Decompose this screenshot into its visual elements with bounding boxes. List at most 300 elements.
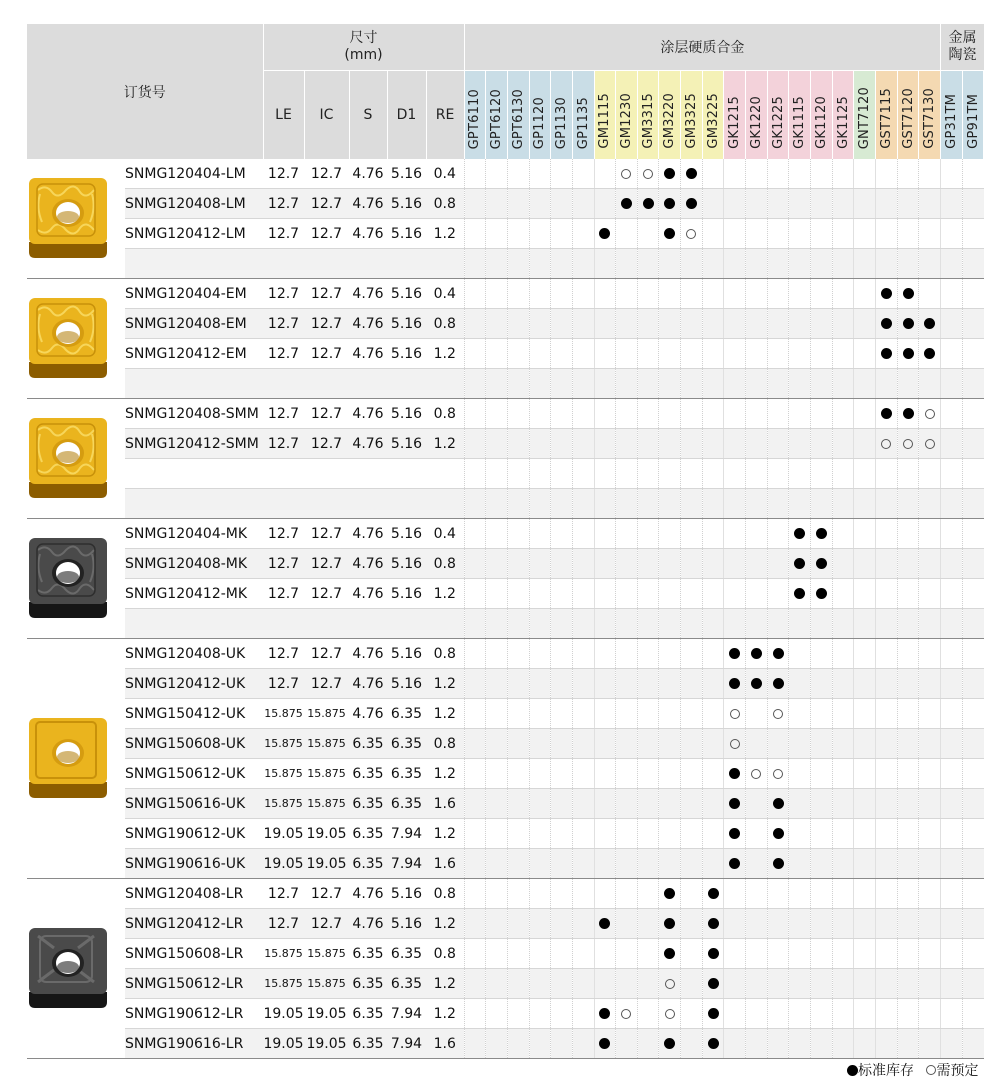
grade-cell-gp91tm — [962, 549, 984, 579]
grade-cell-gst7120 — [897, 369, 919, 399]
grade-cell-gst7130 — [919, 729, 941, 759]
grade-cell-gm1230 — [616, 549, 638, 579]
grade-cell-gst7130 — [919, 189, 941, 219]
grade-cell-gk1220 — [746, 249, 768, 279]
grade-cell-gm3225 — [702, 969, 724, 999]
dim-ic: 15.875 — [304, 759, 349, 789]
dim-s — [349, 249, 387, 279]
grade-cell-gp1135 — [572, 309, 594, 339]
grade-cell-gp1120 — [529, 609, 551, 639]
grade-cell-gm3315 — [637, 189, 659, 219]
grade-cell-gm1115 — [594, 1029, 616, 1059]
grade-cell-gk1225 — [767, 849, 789, 879]
grade-cell-gk1125 — [832, 639, 854, 669]
grade-cell-gp1135 — [572, 579, 594, 609]
dim-s: 4.76 — [349, 219, 387, 249]
grade-cell-gk1125 — [832, 519, 854, 549]
grade-cell-gp1135 — [572, 669, 594, 699]
grade-cell-gm3325 — [681, 729, 703, 759]
grade-cell-gk1115 — [789, 669, 811, 699]
dim-ic — [304, 249, 349, 279]
grade-cell-gm3325 — [681, 909, 703, 939]
grade-cell-gk1215 — [724, 849, 746, 879]
grade-cell-gp91tm — [962, 699, 984, 729]
dim-ic: 12.7 — [304, 549, 349, 579]
grade-cell-gm3325 — [681, 999, 703, 1029]
grade-cell-gk1125 — [832, 369, 854, 399]
grade-cell-gm3315 — [637, 819, 659, 849]
grade-cell-gst7120 — [897, 699, 919, 729]
grade-cell-gm3220 — [659, 879, 681, 909]
grade-cell-gpt6110 — [464, 939, 486, 969]
insert-black-mk-icon — [28, 536, 108, 622]
grade-cell-gp1130 — [551, 729, 573, 759]
table-row — [27, 879, 984, 909]
grade-cell-gp1120 — [529, 639, 551, 669]
dimensions-header: 尺寸 (mm) — [263, 24, 464, 71]
grade-cell-gp1130 — [551, 879, 573, 909]
grade-cell-gm1230 — [616, 909, 638, 939]
grade-cell-gp1135 — [572, 969, 594, 999]
grade-cell-gm3220 — [659, 219, 681, 249]
dim-le: 12.7 — [263, 579, 304, 609]
grade-cell-gpt6130 — [507, 939, 529, 969]
grade-cell-gm3315 — [637, 429, 659, 459]
grade-header-gk1220: GK1220 — [746, 71, 768, 160]
dim-re: 1.6 — [426, 1029, 464, 1059]
grade-cell-gm3220 — [659, 279, 681, 309]
grade-cell-gp31tm — [941, 279, 963, 309]
grade-cell-gst7120 — [897, 549, 919, 579]
grade-cell-gp1130 — [551, 219, 573, 249]
grade-cell-gk1120 — [811, 279, 833, 309]
grade-cell-gpt6120 — [486, 669, 508, 699]
grade-cell-gst7120 — [897, 429, 919, 459]
grade-cell-gm3325 — [681, 579, 703, 609]
grade-cell-gm3325 — [681, 549, 703, 579]
standard-stock-icon — [729, 678, 740, 689]
dim-header-s: S — [349, 71, 387, 160]
grade-cell-gpt6130 — [507, 579, 529, 609]
grade-cell-gp1130 — [551, 279, 573, 309]
grade-cell-gst7115 — [876, 1029, 898, 1059]
standard-stock-icon — [599, 1038, 610, 1049]
grade-cell-gpt6120 — [486, 579, 508, 609]
grade-cell-gp1130 — [551, 459, 573, 489]
grade-cell-gp1120 — [529, 429, 551, 459]
legend-standard: 标准库存 — [858, 1063, 914, 1079]
grade-cell-gp1135 — [572, 699, 594, 729]
grade-cell-gp1135 — [572, 819, 594, 849]
dim-le: 15.875 — [263, 789, 304, 819]
standard-stock-icon — [708, 888, 719, 899]
grade-cell-gm3220 — [659, 969, 681, 999]
grade-cell-gm3225 — [702, 279, 724, 309]
grade-cell-gm3315 — [637, 909, 659, 939]
dim-ic: 12.7 — [304, 159, 349, 189]
grade-cell-gnt7120 — [854, 819, 876, 849]
grade-cell-gm3325 — [681, 609, 703, 639]
grade-cell-gk1115 — [789, 909, 811, 939]
grade-cell-gk1225 — [767, 489, 789, 519]
grade-cell-gk1115 — [789, 819, 811, 849]
table-row — [27, 639, 984, 669]
grade-cell-gp1135 — [572, 849, 594, 879]
grade-cell-gpt6130 — [507, 669, 529, 699]
grade-cell-gm3325 — [681, 879, 703, 909]
grade-cell-gp31tm — [941, 159, 963, 189]
dim-s: 6.35 — [349, 939, 387, 969]
grade-cell-gst7115 — [876, 969, 898, 999]
grade-cell-gp1120 — [529, 849, 551, 879]
grade-cell-gpt6130 — [507, 819, 529, 849]
grade-cell-gp1130 — [551, 159, 573, 189]
grade-cell-gp1120 — [529, 519, 551, 549]
insert-gold-lm-icon — [28, 176, 108, 262]
dim-s: 4.76 — [349, 159, 387, 189]
order-code: SNMG120408-EM — [125, 309, 263, 339]
grade-cell-gk1120 — [811, 1029, 833, 1059]
grade-cell-gst7120 — [897, 579, 919, 609]
dim-s: 6.35 — [349, 1029, 387, 1059]
order-code: SNMG120404-MK — [125, 519, 263, 549]
standard-stock-icon — [729, 858, 740, 869]
grade-cell-gm1230 — [616, 579, 638, 609]
grade-cell-gst7120 — [897, 399, 919, 429]
order-number-header: 订货号 — [27, 24, 263, 159]
dim-s: 4.76 — [349, 189, 387, 219]
grade-cell-gp31tm — [941, 219, 963, 249]
grade-cell-gst7130 — [919, 339, 941, 369]
grade-cell-gk1225 — [767, 639, 789, 669]
grade-cell-gst7130 — [919, 219, 941, 249]
dim-s: 4.76 — [349, 879, 387, 909]
standard-stock-icon — [664, 228, 675, 239]
standard-stock-icon — [664, 888, 675, 899]
grade-cell-gp1120 — [529, 159, 551, 189]
dim-s: 6.35 — [349, 849, 387, 879]
grade-cell-gm3315 — [637, 609, 659, 639]
standard-stock-icon — [751, 648, 762, 659]
dim-s: 6.35 — [349, 729, 387, 759]
grade-cell-gp1120 — [529, 699, 551, 729]
grade-header-gp91tm: GP91TM — [962, 71, 984, 160]
grade-cell-gk1125 — [832, 279, 854, 309]
grade-cell-gk1220 — [746, 879, 768, 909]
grade-cell-gst7115 — [876, 279, 898, 309]
grade-cell-gk1215 — [724, 429, 746, 459]
grade-cell-gpt6130 — [507, 309, 529, 339]
dim-re: 1.6 — [426, 849, 464, 879]
grade-cell-gnt7120 — [854, 609, 876, 639]
grade-cell-gk1115 — [789, 189, 811, 219]
dim-re — [426, 489, 464, 519]
grade-cell-gm3315 — [637, 639, 659, 669]
order-code: SNMG190612-LR — [125, 999, 263, 1029]
grade-cell-gpt6130 — [507, 909, 529, 939]
order-code: SNMG120412-SMM — [125, 429, 263, 459]
dim-ic: 12.7 — [304, 339, 349, 369]
grade-cell-gk1120 — [811, 849, 833, 879]
grade-cell-gpt6130 — [507, 849, 529, 879]
standard-stock-icon — [729, 768, 740, 779]
grade-cell-gm3220 — [659, 909, 681, 939]
dim-ic: 19.05 — [304, 999, 349, 1029]
grade-cell-gpt6120 — [486, 729, 508, 759]
grade-cell-gnt7120 — [854, 429, 876, 459]
grade-header-gpt6130: GPT6130 — [507, 71, 529, 160]
dim-s: 6.35 — [349, 999, 387, 1029]
grade-cell-gk1125 — [832, 429, 854, 459]
grade-cell-gm1115 — [594, 999, 616, 1029]
order-code: SNMG150412-UK — [125, 699, 263, 729]
grade-cell-gm3225 — [702, 879, 724, 909]
dim-le: 12.7 — [263, 399, 304, 429]
standard-stock-icon — [664, 1038, 675, 1049]
grade-cell-gp91tm — [962, 579, 984, 609]
grade-cell-gst7130 — [919, 909, 941, 939]
grade-cell-gm3225 — [702, 609, 724, 639]
grade-cell-gm3220 — [659, 489, 681, 519]
dim-s: 4.76 — [349, 579, 387, 609]
grade-cell-gk1120 — [811, 909, 833, 939]
dim-re: 1.2 — [426, 579, 464, 609]
grade-cell-gnt7120 — [854, 399, 876, 429]
grade-cell-gm3225 — [702, 159, 724, 189]
grade-cell-gp1135 — [572, 729, 594, 759]
standard-stock-icon — [599, 918, 610, 929]
grade-cell-gm1230 — [616, 849, 638, 879]
grade-cell-gst7120 — [897, 339, 919, 369]
grade-cell-gm3315 — [637, 579, 659, 609]
grade-cell-gp31tm — [941, 879, 963, 909]
table-row — [27, 219, 984, 249]
grade-cell-gm3225 — [702, 489, 724, 519]
grade-cell-gpt6130 — [507, 999, 529, 1029]
dim-le: 15.875 — [263, 729, 304, 759]
grade-cell-gpt6110 — [464, 909, 486, 939]
dim-re: 0.8 — [426, 399, 464, 429]
grade-cell-gst7130 — [919, 159, 941, 189]
order-required-icon — [621, 169, 631, 179]
grade-cell-gp31tm — [941, 999, 963, 1029]
grade-cell-gm3325 — [681, 789, 703, 819]
grade-cell-gst7130 — [919, 699, 941, 729]
grade-cell-gm3220 — [659, 939, 681, 969]
dim-s: 4.76 — [349, 399, 387, 429]
dim-ic — [304, 369, 349, 399]
standard-stock-icon — [729, 798, 740, 809]
grade-header-gpt6110: GPT6110 — [464, 71, 486, 160]
grade-cell-gm1230 — [616, 279, 638, 309]
grade-cell-gst7130 — [919, 1029, 941, 1059]
dim-ic: 12.7 — [304, 219, 349, 249]
grade-cell-gpt6130 — [507, 339, 529, 369]
grade-cell-gk1220 — [746, 189, 768, 219]
grade-cell-gp91tm — [962, 819, 984, 849]
grade-cell-gm3325 — [681, 759, 703, 789]
grade-cell-gpt6110 — [464, 579, 486, 609]
grade-cell-gpt6130 — [507, 879, 529, 909]
grade-cell-gm3315 — [637, 789, 659, 819]
grade-cell-gpt6110 — [464, 189, 486, 219]
grade-cell-gk1125 — [832, 909, 854, 939]
grade-cell-gm3220 — [659, 1029, 681, 1059]
dim-re — [426, 609, 464, 639]
grade-cell-gnt7120 — [854, 369, 876, 399]
grade-cell-gk1215 — [724, 549, 746, 579]
grade-cell-gk1225 — [767, 939, 789, 969]
grade-cell-gm3220 — [659, 309, 681, 339]
table-row — [27, 1029, 984, 1059]
grade-cell-gk1215 — [724, 969, 746, 999]
grade-header-gm1230: GM1230 — [616, 71, 638, 160]
grade-cell-gk1215 — [724, 939, 746, 969]
grade-cell-gm1115 — [594, 159, 616, 189]
grade-cell-gm3220 — [659, 549, 681, 579]
grade-cell-gst7115 — [876, 699, 898, 729]
grade-cell-gk1120 — [811, 669, 833, 699]
grade-cell-gk1225 — [767, 519, 789, 549]
grade-cell-gpt6110 — [464, 489, 486, 519]
grade-cell-gp1135 — [572, 489, 594, 519]
grade-cell-gp1135 — [572, 789, 594, 819]
grade-cell-gp31tm — [941, 459, 963, 489]
grade-cell-gp1135 — [572, 459, 594, 489]
grade-cell-gm1230 — [616, 339, 638, 369]
grade-cell-gk1220 — [746, 1029, 768, 1059]
grade-cell-gnt7120 — [854, 639, 876, 669]
grade-cell-gst7115 — [876, 489, 898, 519]
grade-cell-gk1220 — [746, 519, 768, 549]
insert-gold-uk-icon — [28, 716, 108, 802]
grade-cell-gst7120 — [897, 639, 919, 669]
grade-cell-gp1120 — [529, 669, 551, 699]
standard-stock-icon — [621, 198, 632, 209]
order-code: SNMG120408-LR — [125, 879, 263, 909]
dim-header-le: LE — [263, 71, 304, 160]
grade-cell-gm3315 — [637, 849, 659, 879]
grade-cell-gk1225 — [767, 909, 789, 939]
grade-cell-gk1125 — [832, 699, 854, 729]
grade-cell-gm3325 — [681, 819, 703, 849]
grade-cell-gst7130 — [919, 279, 941, 309]
grade-cell-gk1215 — [724, 459, 746, 489]
order-required-icon — [925, 439, 935, 449]
dim-d1: 5.16 — [387, 189, 426, 219]
grade-cell-gk1120 — [811, 759, 833, 789]
grade-cell-gp1120 — [529, 219, 551, 249]
grade-cell-gpt6110 — [464, 429, 486, 459]
dim-ic: 15.875 — [304, 939, 349, 969]
grade-cell-gm1115 — [594, 969, 616, 999]
grade-cell-gm1230 — [616, 999, 638, 1029]
grade-cell-gst7120 — [897, 939, 919, 969]
dim-le: 19.05 — [263, 999, 304, 1029]
order-code: SNMG120408-MK — [125, 549, 263, 579]
grade-header-gk1115: GK1115 — [789, 71, 811, 160]
grade-cell-gp1120 — [529, 399, 551, 429]
grade-cell-gpt6130 — [507, 399, 529, 429]
grade-cell-gk1220 — [746, 669, 768, 699]
grade-cell-gk1220 — [746, 279, 768, 309]
grade-cell-gk1120 — [811, 939, 833, 969]
grade-cell-gk1120 — [811, 399, 833, 429]
dim-s: 4.76 — [349, 339, 387, 369]
grade-cell-gp1120 — [529, 939, 551, 969]
grade-cell-gm3315 — [637, 309, 659, 339]
grade-cell-gp31tm — [941, 339, 963, 369]
grade-cell-gpt6120 — [486, 1029, 508, 1059]
grade-cell-gpt6130 — [507, 549, 529, 579]
dim-re: 1.2 — [426, 219, 464, 249]
grade-cell-gpt6110 — [464, 159, 486, 189]
grade-cell-gnt7120 — [854, 459, 876, 489]
grade-cell-gm3220 — [659, 849, 681, 879]
grade-cell-gst7130 — [919, 399, 941, 429]
grade-cell-gpt6130 — [507, 639, 529, 669]
grade-cell-gm3315 — [637, 669, 659, 699]
grade-cell-gst7130 — [919, 849, 941, 879]
grade-cell-gp1135 — [572, 279, 594, 309]
dim-re: 0.4 — [426, 519, 464, 549]
grade-cell-gst7120 — [897, 819, 919, 849]
grade-cell-gst7120 — [897, 459, 919, 489]
grade-cell-gpt6110 — [464, 369, 486, 399]
grade-cell-gk1120 — [811, 819, 833, 849]
grade-cell-gk1115 — [789, 639, 811, 669]
grade-cell-gk1215 — [724, 399, 746, 429]
grade-cell-gk1225 — [767, 999, 789, 1029]
grade-cell-gpt6120 — [486, 789, 508, 819]
dim-d1: 5.16 — [387, 639, 426, 669]
grade-cell-gk1120 — [811, 969, 833, 999]
grade-cell-gp1130 — [551, 369, 573, 399]
dim-le: 12.7 — [263, 669, 304, 699]
dim-d1 — [387, 249, 426, 279]
dim-le: 19.05 — [263, 1029, 304, 1059]
order-code: SNMG150612-UK — [125, 759, 263, 789]
grade-cell-gm1115 — [594, 249, 616, 279]
grade-cell-gk1225 — [767, 159, 789, 189]
grade-cell-gst7130 — [919, 369, 941, 399]
grade-cell-gk1225 — [767, 819, 789, 849]
grade-cell-gst7115 — [876, 729, 898, 759]
grade-cell-gm3315 — [637, 339, 659, 369]
table-row — [27, 819, 984, 849]
grade-cell-gnt7120 — [854, 189, 876, 219]
grade-cell-gp91tm — [962, 759, 984, 789]
grade-cell-gst7130 — [919, 459, 941, 489]
order-code: SNMG120412-LM — [125, 219, 263, 249]
grade-cell-gm3315 — [637, 249, 659, 279]
grade-cell-gk1220 — [746, 939, 768, 969]
order-required-icon — [665, 1009, 675, 1019]
grade-cell-gpt6110 — [464, 459, 486, 489]
grade-cell-gk1125 — [832, 849, 854, 879]
grade-cell-gst7120 — [897, 489, 919, 519]
standard-stock-icon — [924, 318, 935, 329]
dim-s: 4.76 — [349, 909, 387, 939]
dim-le: 19.05 — [263, 819, 304, 849]
grade-cell-gm1115 — [594, 879, 616, 909]
grade-cell-gk1225 — [767, 729, 789, 759]
grade-cell-gm1115 — [594, 819, 616, 849]
grade-cell-gm3220 — [659, 429, 681, 459]
grade-cell-gk1215 — [724, 159, 746, 189]
dim-ic: 12.7 — [304, 669, 349, 699]
dim-s: 4.76 — [349, 639, 387, 669]
